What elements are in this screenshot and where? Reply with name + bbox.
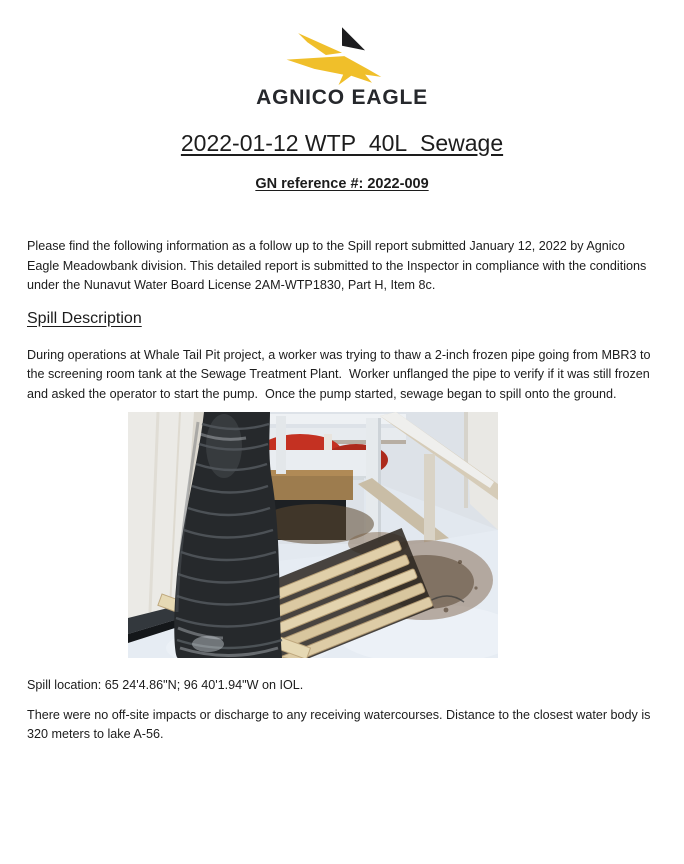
spill-site-photo xyxy=(128,412,498,658)
brand-name: AGNICO EAGLE xyxy=(256,86,428,109)
gn-reference: GN reference #: 2022-009 xyxy=(255,176,429,192)
impacts-text: There were no off-site impacts or discharge to any receiving watercourses. Distance to the closest water body is 320 meters to lake A-56. xyxy=(27,707,654,741)
intro-paragraph: Please find the following information as a follow up to the Spill report submitted January 12, 2022 by Agnico Eagle Meadowbank division. This detailed report is submitted to the Inspector in compliance with the conditions under the Nunavut Water Board License 2AM-WTP1830, Part H, Item 8c. xyxy=(27,239,650,292)
page-title: 2022-01-12 WTP_40L_Sewage xyxy=(180,130,504,156)
spill-location-text: Spill location: 65 24'4.86"N; 96 40'1.94"W on IOL. xyxy=(27,678,304,692)
report-header xyxy=(0,0,684,192)
agnico-eagle-logo-icon xyxy=(283,25,401,85)
spill-description-paragraph: During operations at Whale Tail Pit project, a worker was trying to thaw a 2-inch frozen pipe going from MBR3 to the screening room tank at the Sewage Treatment Plant. Worker unflanged the pipe to verify if it was still frozen and asked the operator to start the pump. Once the pump started, sewage began to spill onto the ground. xyxy=(27,347,654,401)
spill-description-heading: Spill Description xyxy=(27,309,142,327)
